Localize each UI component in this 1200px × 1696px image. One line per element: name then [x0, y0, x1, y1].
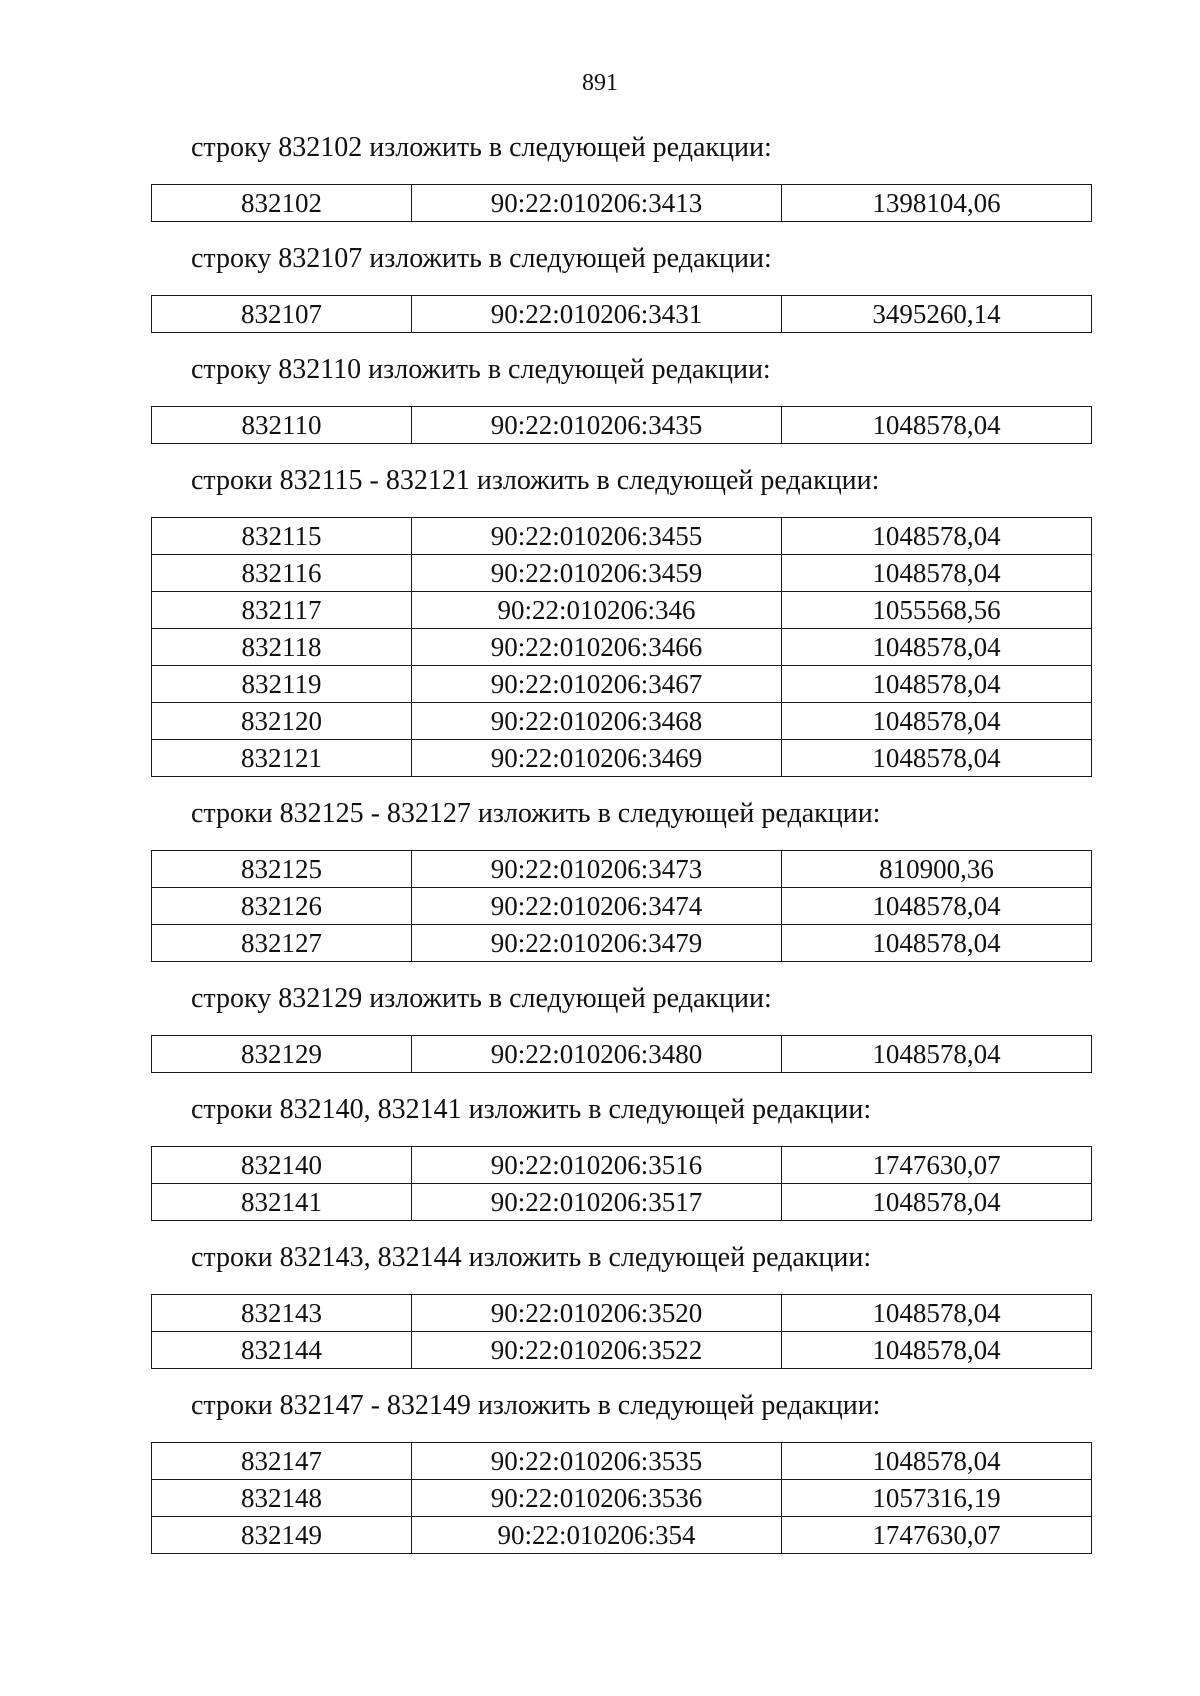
table-row [152, 1295, 1092, 1332]
row-number-cell: 832127 [152, 925, 412, 962]
amendment-table [151, 1442, 1092, 1554]
cadastral-number-cell: 90:22:010206:3431 [412, 296, 782, 333]
amendment-table [151, 1146, 1092, 1221]
cadastral-number-cell: 90:22:010206:3466 [412, 629, 782, 666]
row-number-cell: 832148 [152, 1480, 412, 1517]
table-row [152, 851, 1092, 888]
value-cell: 1048578,04 [782, 666, 1092, 703]
value-cell: 1048578,04 [782, 740, 1092, 777]
row-number-cell: 832119 [152, 666, 412, 703]
document-body [151, 128, 1091, 1571]
table-row [152, 1332, 1092, 1369]
row-number-cell: 832126 [152, 888, 412, 925]
table-row [152, 1480, 1092, 1517]
cadastral-number-cell: 90:22:010206:3516 [412, 1147, 782, 1184]
row-number-cell: 832120 [152, 703, 412, 740]
section-heading: строку 832129 изложить в следующей редакции: [191, 983, 772, 1014]
table-row [152, 296, 1092, 333]
section-heading: строки 832125 - 832127 изложить в следующей редакции: [191, 798, 881, 829]
value-cell: 1048578,04 [782, 1443, 1092, 1480]
amendment-table [151, 184, 1092, 222]
cadastral-number-cell: 90:22:010206:3455 [412, 518, 782, 555]
cadastral-number-cell: 90:22:010206:3467 [412, 666, 782, 703]
row-number-cell: 832118 [152, 629, 412, 666]
value-cell: 1048578,04 [782, 925, 1092, 962]
cadastral-number-cell: 90:22:010206:3459 [412, 555, 782, 592]
table-row [152, 407, 1092, 444]
table-row [152, 629, 1092, 666]
table-row [152, 185, 1092, 222]
value-cell: 1048578,04 [782, 1295, 1092, 1332]
value-cell: 1055568,56 [782, 592, 1092, 629]
section-heading: строки 832115 - 832121 изложить в следующей редакции: [191, 465, 880, 496]
amendment-table [151, 406, 1092, 444]
value-cell: 1048578,04 [782, 629, 1092, 666]
row-number-cell: 832147 [152, 1443, 412, 1480]
table-row [152, 888, 1092, 925]
section-heading: строку 832107 изложить в следующей редакции: [191, 243, 772, 274]
row-number-cell: 832144 [152, 1332, 412, 1369]
page-number: 891 [582, 70, 618, 96]
value-cell: 1747630,07 [782, 1147, 1092, 1184]
cadastral-number-cell: 90:22:010206:3520 [412, 1295, 782, 1332]
table-row [152, 1443, 1092, 1480]
section-heading: строки 832143, 832144 изложить в следующей редакции: [191, 1242, 872, 1273]
row-number-cell: 832116 [152, 555, 412, 592]
row-number-cell: 832141 [152, 1184, 412, 1221]
cadastral-number-cell: 90:22:010206:346 [412, 592, 782, 629]
value-cell: 1048578,04 [782, 1036, 1092, 1073]
row-number-cell: 832143 [152, 1295, 412, 1332]
value-cell: 1048578,04 [782, 888, 1092, 925]
table-row [152, 740, 1092, 777]
cadastral-number-cell: 90:22:010206:3522 [412, 1332, 782, 1369]
table-row [152, 1517, 1092, 1554]
amendment-table [151, 1294, 1092, 1369]
table-row [152, 1147, 1092, 1184]
cadastral-number-cell: 90:22:010206:3435 [412, 407, 782, 444]
amendment-table [151, 1035, 1092, 1073]
cadastral-number-cell: 90:22:010206:3469 [412, 740, 782, 777]
row-number-cell: 832115 [152, 518, 412, 555]
amendment-table [151, 517, 1092, 777]
row-number-cell: 832117 [152, 592, 412, 629]
cadastral-number-cell: 90:22:010206:3474 [412, 888, 782, 925]
value-cell: 1048578,04 [782, 1332, 1092, 1369]
value-cell: 1398104,06 [782, 185, 1092, 222]
value-cell: 1747630,07 [782, 1517, 1092, 1554]
value-cell: 810900,36 [782, 851, 1092, 888]
cadastral-number-cell: 90:22:010206:3468 [412, 703, 782, 740]
table-row [152, 555, 1092, 592]
value-cell: 1048578,04 [782, 518, 1092, 555]
cadastral-number-cell: 90:22:010206:3479 [412, 925, 782, 962]
section-heading: строку 832102 изложить в следующей редакции: [191, 132, 772, 163]
row-number-cell: 832107 [152, 296, 412, 333]
table-row [152, 1184, 1092, 1221]
value-cell: 1057316,19 [782, 1480, 1092, 1517]
row-number-cell: 832121 [152, 740, 412, 777]
cadastral-number-cell: 90:22:010206:3517 [412, 1184, 782, 1221]
value-cell: 1048578,04 [782, 1184, 1092, 1221]
amendment-table [151, 295, 1092, 333]
value-cell: 3495260,14 [782, 296, 1092, 333]
row-number-cell: 832149 [152, 1517, 412, 1554]
section-heading: строку 832110 изложить в следующей редакции: [191, 354, 771, 385]
table-row [152, 1036, 1092, 1073]
cadastral-number-cell: 90:22:010206:3473 [412, 851, 782, 888]
row-number-cell: 832125 [152, 851, 412, 888]
table-row [152, 592, 1092, 629]
row-number-cell: 832110 [152, 407, 412, 444]
cadastral-number-cell: 90:22:010206:3536 [412, 1480, 782, 1517]
cadastral-number-cell: 90:22:010206:354 [412, 1517, 782, 1554]
cadastral-number-cell: 90:22:010206:3480 [412, 1036, 782, 1073]
value-cell: 1048578,04 [782, 555, 1092, 592]
value-cell: 1048578,04 [782, 703, 1092, 740]
table-row [152, 925, 1092, 962]
cadastral-number-cell: 90:22:010206:3413 [412, 185, 782, 222]
row-number-cell: 832102 [152, 185, 412, 222]
section-heading: строки 832140, 832141 изложить в следующей редакции: [191, 1094, 872, 1125]
row-number-cell: 832129 [152, 1036, 412, 1073]
table-row [152, 703, 1092, 740]
value-cell: 1048578,04 [782, 407, 1092, 444]
cadastral-number-cell: 90:22:010206:3535 [412, 1443, 782, 1480]
table-row [152, 518, 1092, 555]
section-heading: строки 832147 - 832149 изложить в следующей редакции: [191, 1390, 881, 1421]
table-row [152, 666, 1092, 703]
row-number-cell: 832140 [152, 1147, 412, 1184]
amendment-table [151, 850, 1092, 962]
